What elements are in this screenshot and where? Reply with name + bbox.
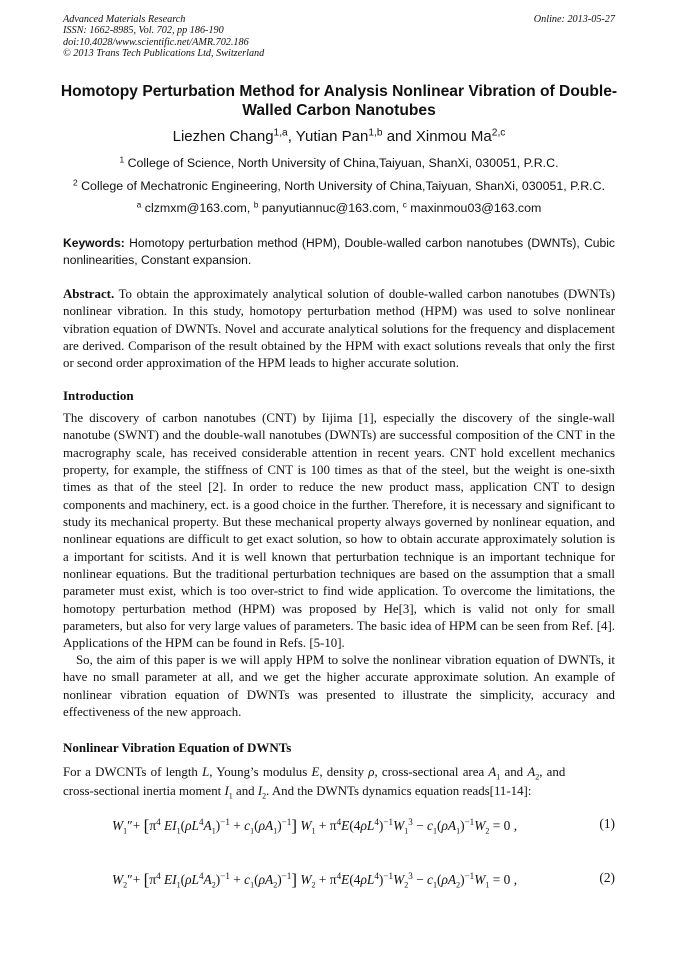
- equation-2-body: $W_2''+ [\pi^4$ $EI_1(\rho L^4A_2)^{-1} + c_1(\rho A_2)^{-1}$] $W_2 + \pi^4E(4\rho L^4)^{-1}W_2^3 - c_1(\rho A_2)^{-1}W_1 = 0$ ,: [112, 870, 518, 890]
- affiliation-sup: 1: [119, 154, 125, 165]
- copyright: © 2013 Trans Tech Publications Ltd, Switzerland: [63, 48, 265, 60]
- author-name: Yutian Pan: [295, 128, 369, 145]
- symbol-I2: I: [257, 784, 263, 798]
- author-sup: 1,b: [368, 127, 383, 139]
- intro-paragraph-2: So, the aim of this paper is we will apply HPM to solve the nonlinear vibration equation of DWNTs, it have no small parameter at all, and we get the higher accurate approximate solution. An example of nonlinear vibration equation of DWNTs was presented to illustrate the simplicity, accuracy and effectiveness of the new approach.: [63, 653, 615, 720]
- journal-name: Advanced Materials Research: [63, 14, 186, 25]
- symbol-I1: I: [224, 784, 229, 798]
- author-name: Liezhen Chang: [172, 128, 274, 145]
- affiliation-2: [40, 179, 638, 193]
- symbol-A1: A: [488, 765, 497, 779]
- section2-line-1: For a DWCNTs of length L, Young’s modulus E, density ρ, cross-sectional area $A_1$ and $A_2$, and: [63, 765, 566, 782]
- symbol-E: E: [311, 765, 320, 779]
- keywords-text: Homotopy perturbation method (HPM), Double-walled carbon nanotubes (DWNTs), Cubic nonlinearities, Constant expansion.: [63, 236, 615, 267]
- abstract-text: To obtain the approximately analytical solution of double-walled carbon nanotubes (DWNTs) nonlinear vibration. In this study, homotopy perturbation method (HPM) was used to solve nonlinear vibration equation of DWNTs. Novel and accurate analytical solutions for the frequency and displacement are derived. Comparison of the result obtained by the HPM with exact solutions reveals that only the first or second order approximation of the HPM leads to higher accurate solution.: [63, 287, 616, 371]
- email-c[interactable]: maxinmou03@163.com: [410, 201, 542, 215]
- author-list: [40, 128, 638, 145]
- equation-1-body: $W_1''+ [\pi^4$ $EI_1(\rho L^4A_1)^{-1} + c_1(\rho A_1)^{-1}$] $W_1 + \pi^4E(4\rho L^4)^{-1}W_1^3 - c_1(\rho A_1)^{-1}W_2 = 0$ ,: [112, 816, 518, 836]
- equation-number: (1): [599, 816, 615, 831]
- intro-paragraph-1: The discovery of carbon nanotubes (CNT) by Iijima [1], especially the discovery of the single-wall nanotube (SWNT) and the double-wall nanotubes (DWNTs) are successful composition of the CNT in the macrography scale, has received considerable attention in recent years. CNT hold excellent mechanics property, for example, the stiffness of CNT is 100 times as that of the steel, but the weight is one-sixth times as that of the steel [2]. In order to reduce the new product mass, application CNT to design components and machinery, ect. is a good choice in the further. Therefore, it is necessary and significant to study its mechanical property. But these mechanical property always governed by nonlinear equation, and nonlinear equations are difficult to get exact solution, so how to obtain accurate approximately solution is a important for scitists. And it is well known that perturbation technique is an important technique for nonlinear equations. But the traditional perturbation techniques are based on the assumption that a small parameter must exist, which is too over-strict to find wide application. To overcome the limitations, the homotopy perturbation method (HPM) was proposed by He[3], which is valid not only for small parameters, but also for very large values of parameters. The basic idea of HPM can be seen from Ref. [4]. Applications of the HPM can be found in Refs. [5-10].: [63, 411, 615, 651]
- journal-header: [63, 14, 615, 60]
- email-b[interactable]: panyutiannuc@163.com: [261, 201, 396, 215]
- author-name: Xinmou Ma: [415, 128, 492, 145]
- author-sep: and: [382, 128, 416, 145]
- issn: ISSN: 1662-8985, Vol. 702, pp 186-190: [63, 25, 224, 37]
- affiliation-1: [40, 156, 638, 170]
- affiliation-text: College of Mechatronic Engineering, North University of China,Taiyuan, ShanXi, 030051, P.R.C.: [81, 179, 606, 193]
- affiliation-text: College of Science, North University of China,Taiyuan, ShanXi, 030051, P.R.C.: [127, 156, 559, 170]
- abstract-label: Abstract.: [63, 287, 115, 301]
- keywords-label: Keywords:: [63, 236, 125, 250]
- doi: doi:10.4028/www.scientific.net/AMR.702.186: [63, 36, 249, 48]
- author-sup: 1,a: [273, 127, 288, 139]
- section2-line-2: cross-sectional inertia moment $I_1$ and $I_2$. And the DWNTs dynamics equation reads[11-14]:: [63, 784, 532, 801]
- equation-2: [112, 870, 615, 892]
- paper-title: Homotopy Perturbation Method for Analysis Nonlinear Vibration of Double-Walled Carbon Nanotubes: [60, 83, 618, 119]
- email-sup: b: [253, 199, 259, 210]
- online-date: Online: 2013-05-27: [533, 14, 615, 25]
- section-heading-introduction: Introduction: [63, 388, 134, 403]
- keywords: [63, 235, 615, 269]
- section-heading-nonlinear: Nonlinear Vibration Equation of DWNTs: [63, 740, 292, 755]
- equation-number: (2): [599, 870, 615, 885]
- affiliation-sup: 2: [72, 177, 78, 188]
- author-emails: $^a$ clzmxm@163.com, $^b$ panyutiannuc@163.com, $^c$ maxinmou03@163.com: [136, 199, 542, 215]
- abstract: [63, 286, 615, 373]
- equation-1: [112, 816, 615, 838]
- email-sup: a: [136, 199, 142, 210]
- email-sup: c: [402, 199, 407, 210]
- symbol-A2: A: [527, 765, 536, 779]
- email-a[interactable]: clzmxm@163.com: [144, 201, 247, 215]
- symbol-L: L: [202, 765, 210, 779]
- author-sup: 2,c: [491, 127, 506, 139]
- author-sep: ,: [287, 128, 296, 145]
- symbol-rho: ρ: [368, 765, 375, 779]
